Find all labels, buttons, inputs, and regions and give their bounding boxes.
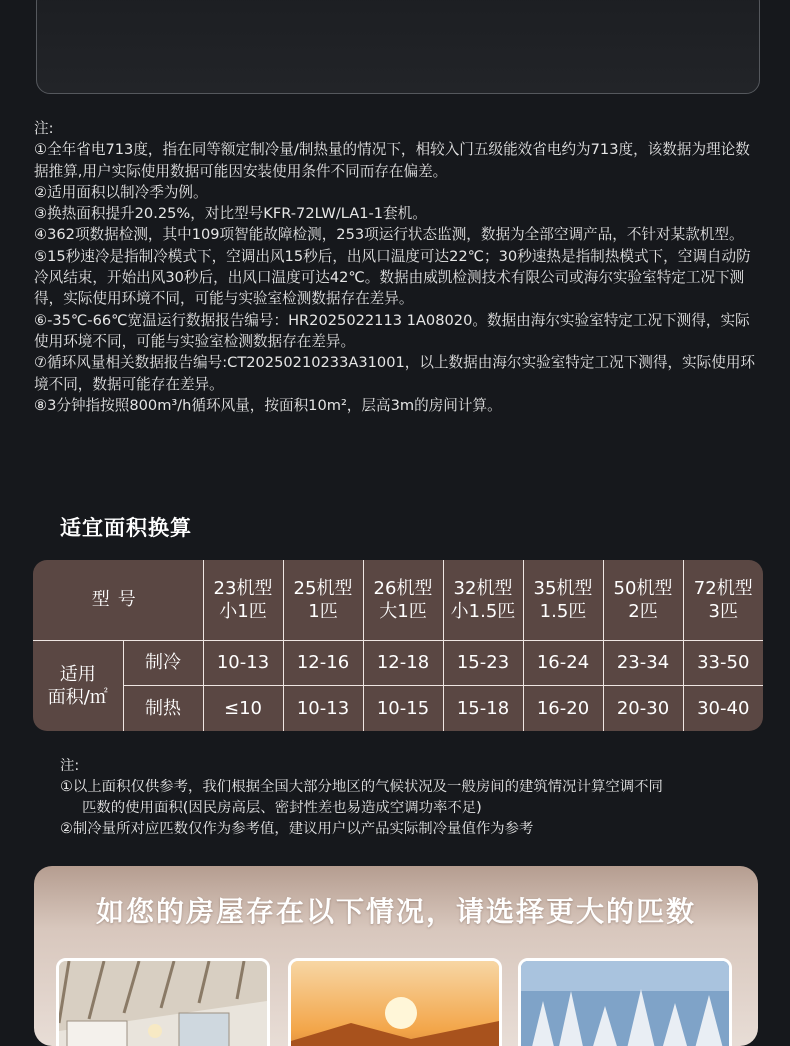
area-conversion-table xyxy=(33,560,763,731)
cooling-cell: 16-24 xyxy=(523,640,603,685)
heating-cell: 20-30 xyxy=(603,685,683,731)
cooling-cell: 33-50 xyxy=(683,640,763,685)
notes-section-1 xyxy=(34,118,764,416)
section-title: 适宜面积换算 xyxy=(60,516,192,540)
heating-cell: 10-15 xyxy=(363,685,443,731)
table-header-row xyxy=(33,560,763,640)
heating-cell: 10-13 xyxy=(283,685,363,731)
heating-cell: ≤10 xyxy=(203,685,283,731)
heating-cell: 16-20 xyxy=(523,685,603,731)
note-item-1-cont: 匹数的使用面积(因民房高层、密封性差也易造成空调功率不足) xyxy=(82,800,482,816)
note-item-4: ④362项数据检测，其中109项智能故障检测，253项运行状态监测，数据为全部空调产品，不针对某款机型。 xyxy=(34,226,744,244)
heating-cell: 30-40 xyxy=(683,685,763,731)
model-cell: 72机型 3匹 xyxy=(683,560,763,640)
model-cell: 23机型 小1匹 xyxy=(203,560,283,640)
cooling-cell: 12-16 xyxy=(283,640,363,685)
note-item-1: ①全年省电713度，指在同等额定制冷量/制热量的情况下，相较入门五级能效省电约为713度，该数据为理论数据推算,用户实际使用数据可能因安装使用条件不同而存在偏差。 xyxy=(34,141,750,180)
cooling-cell: 12-18 xyxy=(363,640,443,685)
model-cell: 32机型 小1.5匹 xyxy=(443,560,523,640)
area-label: 适用 面积/㎡ xyxy=(33,640,123,731)
promo-title: 如您的房屋存在以下情况，请选择更大的匹数 xyxy=(95,895,696,928)
table-row-heating xyxy=(33,685,763,731)
note-item-3: ③换热面积提升20.25%，对比型号KFR-72LW/LA1-1套机。 xyxy=(34,205,427,223)
model-cell: 26机型 大1匹 xyxy=(363,560,443,640)
note-item-8: ⑧3分钟指按照800m³/h循环风量，按面积10m²，层高3m的房间计算。 xyxy=(34,396,502,414)
table-row-cooling xyxy=(33,640,763,685)
note-item-7: ⑦循环风量相关数据报告编号:CT20250210233A31001，以上数据由海尔实验室特定工况下测得，实际使用环境不同，数据可能存在差异。 xyxy=(34,354,756,393)
promo-banner xyxy=(34,866,758,1046)
heating-label: 制热 xyxy=(123,685,203,731)
model-header: 型号 xyxy=(33,560,203,640)
note-item-1: ①以上面积仅供参考，我们根据全国大部分地区的气候状况及一般房间的建筑情况计算空调不同 xyxy=(60,779,663,795)
cooling-label: 制冷 xyxy=(123,640,203,685)
sunset-heat-photo xyxy=(288,958,502,1046)
snow-forest-photo xyxy=(518,958,732,1046)
note-item-6: ⑥-35℃-66℃宽温运行数据报告编号：HR2025022113 1A08020。数据由海尔实验室特定工况下测得，实际使用环境不同，可能与实验室检测数据存在差异。 xyxy=(34,311,750,350)
cooling-cell: 10-13 xyxy=(203,640,283,685)
note-item-2: ②适用面积以制冷季为例。 xyxy=(34,183,208,201)
room-photo-loft xyxy=(56,958,270,1046)
model-cell: 35机型 1.5匹 xyxy=(523,560,603,640)
top-panel xyxy=(36,0,760,94)
cooling-cell: 23-34 xyxy=(603,640,683,685)
notes-heading: 注: xyxy=(34,120,54,137)
note-item-5: ⑤15秒速冷是指制冷模式下，空调出风15秒后，出风口温度可达22℃；30秒速热是指制热模式下，空调自动防冷风结束，开始出风30秒后，出风口温度可达42℃。数据由威凯检测技术有限公司或海尔实验室特定工况下测得，实际使用环境不同，可能与实验室检测数据存在差异。 xyxy=(34,247,751,308)
notes-heading: 注: xyxy=(60,758,80,774)
note-item-2: ②制冷量所对应匹数仅作为参考值，建议用户以产品实际制冷量值作为参考 xyxy=(60,821,534,837)
model-cell: 25机型 1匹 xyxy=(283,560,363,640)
notes-section-2 xyxy=(60,756,760,840)
model-cell: 50机型 2匹 xyxy=(603,560,683,640)
heating-cell: 15-18 xyxy=(443,685,523,731)
cooling-cell: 15-23 xyxy=(443,640,523,685)
